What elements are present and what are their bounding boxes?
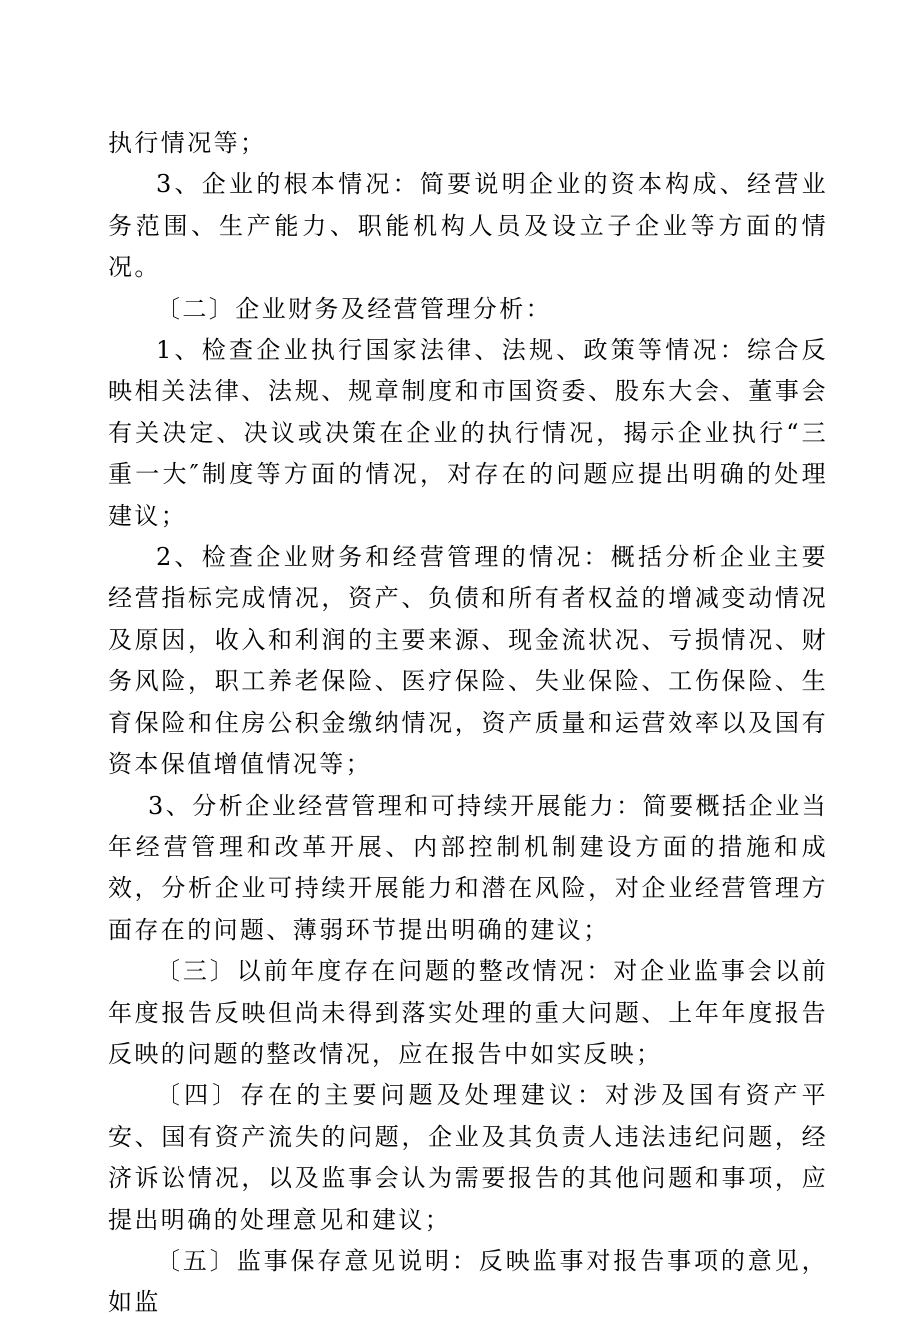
paragraph-sustainability: 3、分析企业经营管理和可持续开展能力：简要概括企业当年经营管理和改革开展、内部控制机制建设方面的措施和成效，分析企业可持续开展能力和潜在风险，对企业经营管理方面存在的问题、薄弱环节提出明确的建议； <box>108 791 828 944</box>
paragraph-continuation: 执行情况等； <box>108 129 267 157</box>
paragraph-legal-compliance: 1、检查企业执行国家法律、法规、政策等情况：综合反映相关法律、法规、规章制度和市国资委、股东大会、董事会有关决定、决议或决策在企业的执行情况，揭示企业执行“三重一大″制度等方面的情况，对存在的问题应提出明确的处理建议； <box>108 336 828 530</box>
section-heading-finance-analysis: 〔二〕企业财务及经营管理分析： <box>156 294 552 323</box>
document-body <box>108 123 828 1324</box>
section-heading-main-problems: 〔四〕存在的主要问题及处理建议：对涉及国有资产平安、国有资产流失的问题，企业及其负责人违法违纪问题，经济诉讼情况，以及监事会认为需要报告的其他问题和事项，应提出明确的处理意见和建议； <box>108 1081 828 1234</box>
section-heading-supervisor-opinion: 〔五〕监事保存意见说明：反映监事对报告事项的意见，如监 <box>108 1246 828 1317</box>
paragraph-finance-management: 2、检查企业财务和经营管理的情况：概括分析企业主要经营指标完成情况，资产、负债和所有者权益的增减变动情况及原因，收入和利润的主要来源、现金流状况、亏损情况、财务风险，职工养老保险、医疗保险、失业保险、工伤保险、生育保险和住房公积金缴纳情况，资产质量和运营效率以及国有资本保值增值情况等； <box>108 543 828 779</box>
paragraph-basic-situation: 3、企业的根本情况：简要说明企业的资本构成、经营业务范围、生产能力、职能机构人员及设立子企业等方面的情况。 <box>108 170 828 282</box>
section-heading-rectification: 〔三〕以前年度存在问题的整改情况：对企业监事会以前年度报告反映但尚未得到落实处理的重大问题、上年年度报告反映的问题的整改情况，应在报告中如实反映； <box>108 957 828 1068</box>
